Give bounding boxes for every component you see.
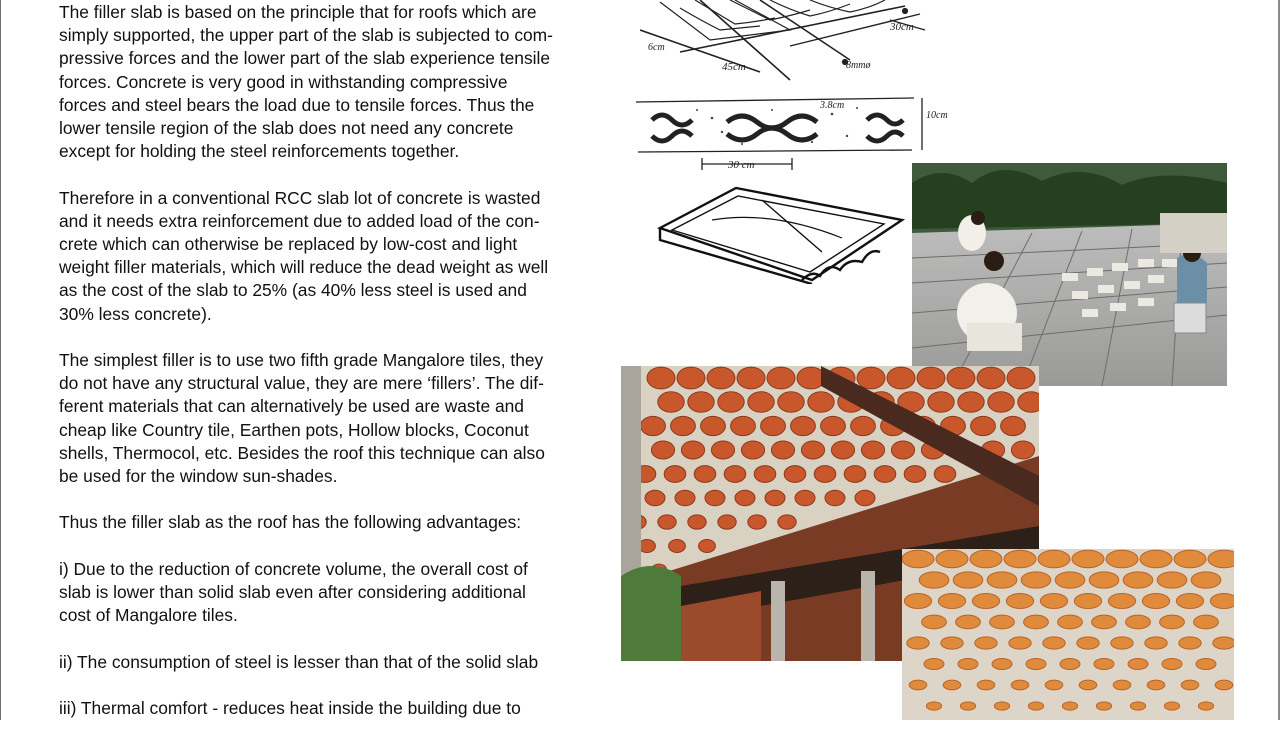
tile-shape	[1215, 680, 1233, 690]
pot-shape	[887, 367, 915, 389]
tile-shape	[1055, 572, 1085, 588]
tile-shape	[1043, 637, 1065, 649]
tile-shape	[987, 572, 1017, 588]
tile-shape	[924, 659, 944, 670]
pot-shape	[694, 466, 716, 483]
pot-shape	[947, 367, 975, 389]
pot-shape	[831, 441, 854, 459]
text-line: 30% less concrete).	[59, 303, 212, 324]
pot-shape	[711, 441, 734, 459]
tile-shape	[1179, 637, 1201, 649]
pot-shape	[705, 490, 725, 506]
paragraph-advantages-intro	[59, 511, 619, 534]
tile-shape	[1123, 572, 1153, 588]
sketch-label-30cm: 30cm	[890, 21, 914, 33]
paragraph-fillers	[59, 349, 619, 488]
tile-shape	[1145, 637, 1167, 649]
tile-shape	[907, 637, 929, 649]
pot-shape	[731, 416, 756, 435]
pot-shape	[735, 490, 755, 506]
pot-shape	[748, 392, 774, 413]
tile-shape	[1006, 594, 1033, 609]
pot-shape	[784, 466, 806, 483]
pot-shape	[928, 392, 954, 413]
tile-shape	[936, 550, 968, 568]
pot-shape	[647, 367, 675, 389]
tile-shape	[1074, 594, 1101, 609]
pot-shape	[808, 392, 834, 413]
tile-shape	[1210, 594, 1234, 609]
tile-shape	[1026, 659, 1046, 670]
tile-shape	[1089, 572, 1119, 588]
tile-shape	[909, 680, 927, 690]
mangalore-tile-sketch	[652, 180, 910, 284]
tile-shape	[902, 550, 934, 568]
tile-shape	[1079, 680, 1097, 690]
tile-shape	[977, 680, 995, 690]
pot-shape	[771, 441, 794, 459]
tile-shape	[1058, 615, 1083, 629]
pot-shape	[699, 539, 716, 552]
tile-shape	[1157, 572, 1187, 588]
text-line: Therefore in a conventional RCC slab lot of concrete is wasted	[59, 187, 541, 208]
text-line: as the cost of the slab to 25% (as 40% less steel is used and	[59, 280, 527, 301]
tile-shape	[1142, 594, 1169, 609]
paragraph-advantage-cost	[59, 558, 619, 628]
text-line: ii) The consumption of steel is lesser than that of the solid slab	[59, 651, 539, 672]
tile-shape	[975, 637, 997, 649]
tile-shape	[1060, 659, 1080, 670]
pot-shape	[988, 392, 1014, 413]
pot-shape	[1007, 367, 1035, 389]
text-line: cheap like Country tile, Earthen pots, Hollow blocks, Coconut	[59, 419, 529, 440]
pot-shape	[917, 367, 945, 389]
tile-shape	[1176, 594, 1203, 609]
tile-shape	[1094, 659, 1114, 670]
tile-shape	[1160, 615, 1185, 629]
tile-shape	[938, 594, 965, 609]
tile-shape	[1162, 659, 1182, 670]
tile-shape	[922, 615, 947, 629]
pot-shape	[664, 466, 686, 483]
pot-shape	[778, 392, 804, 413]
tile-shape	[1111, 637, 1133, 649]
tile-shape	[1208, 550, 1234, 568]
pot-shape	[855, 490, 875, 506]
text-line: forces and steel bears the load due to tensile forces. Thus the	[59, 94, 535, 115]
text-line: pressive forces and the lower part of the slab experience tensile	[59, 48, 551, 69]
pot-shape	[801, 441, 824, 459]
pot-shape	[754, 466, 776, 483]
tile-shape	[970, 550, 1002, 568]
tile-shape	[1164, 702, 1179, 710]
pot-shape	[741, 441, 764, 459]
pot-shape	[671, 416, 696, 435]
paragraph-principle	[59, 1, 619, 163]
pot-shape	[658, 515, 676, 529]
text-line: The filler slab is based on the principle that for roofs which are	[59, 2, 537, 22]
pot-shape	[765, 490, 785, 506]
text-line: weight filler materials, which will reduce the dead weight as well	[59, 257, 549, 278]
paragraph-advantage-steel	[59, 651, 619, 674]
tile-shape	[1077, 637, 1099, 649]
pot-shape	[825, 490, 845, 506]
tile-shape	[990, 615, 1015, 629]
tile-shape	[992, 659, 1012, 670]
pot-shape	[857, 367, 885, 389]
tile-shape	[1108, 594, 1135, 609]
tile-shape	[1092, 615, 1117, 629]
pot-shape	[851, 416, 876, 435]
text-line: cost of Mangalore tiles.	[59, 605, 238, 626]
body-text	[59, 1, 619, 743]
pot-shape	[767, 367, 795, 389]
pot-shape	[844, 466, 866, 483]
tile-shape	[1028, 702, 1043, 710]
tile-shape	[1004, 550, 1036, 568]
sketch-label-8mm: 8mmø	[846, 60, 871, 71]
pot-shape	[724, 466, 746, 483]
paragraph-advantage-thermal	[59, 697, 619, 720]
pot-shape	[761, 416, 786, 435]
pot-shape	[748, 515, 766, 529]
tile-shape	[1198, 702, 1213, 710]
text-line: ferent materials that can alternatively be used are waste and	[59, 396, 524, 417]
pot-shape	[651, 441, 674, 459]
pot-shape	[718, 392, 744, 413]
tile-shape	[1024, 615, 1049, 629]
slab-section-sketch	[632, 92, 948, 172]
text-line: Thus the filler slab as the roof has the following advantages:	[59, 512, 522, 533]
text-line: crete which can otherwise be replaced by low-cost and light	[59, 234, 518, 255]
tile-shape	[1062, 702, 1077, 710]
tile-shape	[1021, 572, 1051, 588]
pot-shape	[1011, 441, 1034, 459]
text-line: iii) Thermal comfort - reduces heat inside the building due to	[59, 698, 521, 718]
pot-shape	[891, 441, 914, 459]
tile-shape	[941, 637, 963, 649]
pot-shape	[675, 490, 695, 506]
tile-shape	[958, 659, 978, 670]
tile-shape	[1181, 680, 1199, 690]
pot-shape	[861, 441, 884, 459]
tile-shape	[1106, 550, 1138, 568]
text-line: except for holding the steel reinforcements together.	[59, 141, 460, 162]
text-line: slab is lower than solid slab even after considering additional	[59, 582, 526, 603]
tile-shape	[960, 702, 975, 710]
tile-shape	[1191, 572, 1221, 588]
pot-shape	[958, 392, 984, 413]
tile-filler-slab-photo	[902, 549, 1234, 720]
pot-shape	[791, 416, 816, 435]
pot-shape	[658, 392, 684, 413]
pot-shape	[718, 515, 736, 529]
pot-shape	[1018, 392, 1039, 413]
pot-shape	[645, 490, 665, 506]
pot-shape	[814, 466, 836, 483]
pot-shape	[677, 367, 705, 389]
tile-shape	[956, 615, 981, 629]
page-border-left	[0, 0, 1, 720]
sketch-label-6cm: 6cm	[648, 42, 665, 53]
tile-shape	[994, 702, 1009, 710]
text-line: The simplest filler is to use two fifth grade Mangalore tiles, they	[59, 350, 544, 371]
reinforcement-grid-sketch	[640, 0, 930, 86]
tile-shape	[1213, 637, 1234, 649]
pot-shape	[639, 539, 656, 552]
workers-laying-slab-photo	[912, 163, 1227, 386]
pot-shape	[681, 441, 704, 459]
tile-shape	[1038, 550, 1070, 568]
pot-shape	[688, 515, 706, 529]
tile-shape	[1140, 550, 1172, 568]
text-line: and it needs extra reinforcement due to added load of the con-	[59, 210, 540, 231]
tile-shape	[1096, 702, 1111, 710]
tile-shape	[904, 594, 931, 609]
pot-shape	[904, 466, 926, 483]
pot-shape	[821, 416, 846, 435]
sketch-label-10cm: 10cm	[926, 110, 948, 121]
tile-shape	[1045, 680, 1063, 690]
tile-shape	[1009, 637, 1031, 649]
text-line: shells, Thermocol, etc. Besides the roof this technique can also	[59, 442, 545, 463]
tile-shape	[1011, 680, 1029, 690]
tile-shape	[943, 680, 961, 690]
tile-shape	[1194, 615, 1219, 629]
paragraph-rcc-waste	[59, 187, 619, 326]
tile-shape	[1128, 659, 1148, 670]
tile-shape	[1174, 550, 1206, 568]
sketch-label-45cm: 45cm	[722, 61, 746, 73]
tile-shape	[1126, 615, 1151, 629]
text-line: i) Due to the reduction of concrete volume, the overall cost of	[59, 558, 528, 579]
pot-shape	[1001, 416, 1026, 435]
sketch-label-30cm-section: 30 cm	[728, 159, 755, 171]
pot-shape	[778, 515, 796, 529]
pot-shape	[688, 392, 714, 413]
pot-shape	[641, 416, 666, 435]
tile-shape	[972, 594, 999, 609]
tile-shape	[1196, 659, 1216, 670]
sketch-label-3-8cm: 3.8cm	[820, 100, 845, 111]
pot-shape	[707, 367, 735, 389]
text-line: forces. Concrete is very good in withstanding compressive	[59, 71, 508, 92]
pot-shape	[977, 367, 1005, 389]
tile-shape	[926, 702, 941, 710]
tile-shape	[1072, 550, 1104, 568]
pot-shape	[737, 367, 765, 389]
text-line: lower tensile region of the slab does not need any concrete	[59, 118, 514, 139]
pot-shape	[934, 466, 956, 483]
pot-shape	[797, 367, 825, 389]
tile-shape	[1113, 680, 1131, 690]
pot-shape	[669, 539, 686, 552]
tile-shape	[953, 572, 983, 588]
tile-shape	[919, 572, 949, 588]
text-line: be used for the window sun-shades.	[59, 466, 338, 487]
pot-shape	[795, 490, 815, 506]
text-line: do not have any structural value, they are mere ‘fillers’. The dif-	[59, 373, 544, 394]
tile-shape	[1130, 702, 1145, 710]
pot-shape	[874, 466, 896, 483]
text-line: simply supported, the upper part of the slab is subjected to com-	[59, 25, 553, 46]
tile-shape	[1147, 680, 1165, 690]
pot-shape	[701, 416, 726, 435]
tile-shape	[1040, 594, 1067, 609]
pot-shape	[971, 416, 996, 435]
